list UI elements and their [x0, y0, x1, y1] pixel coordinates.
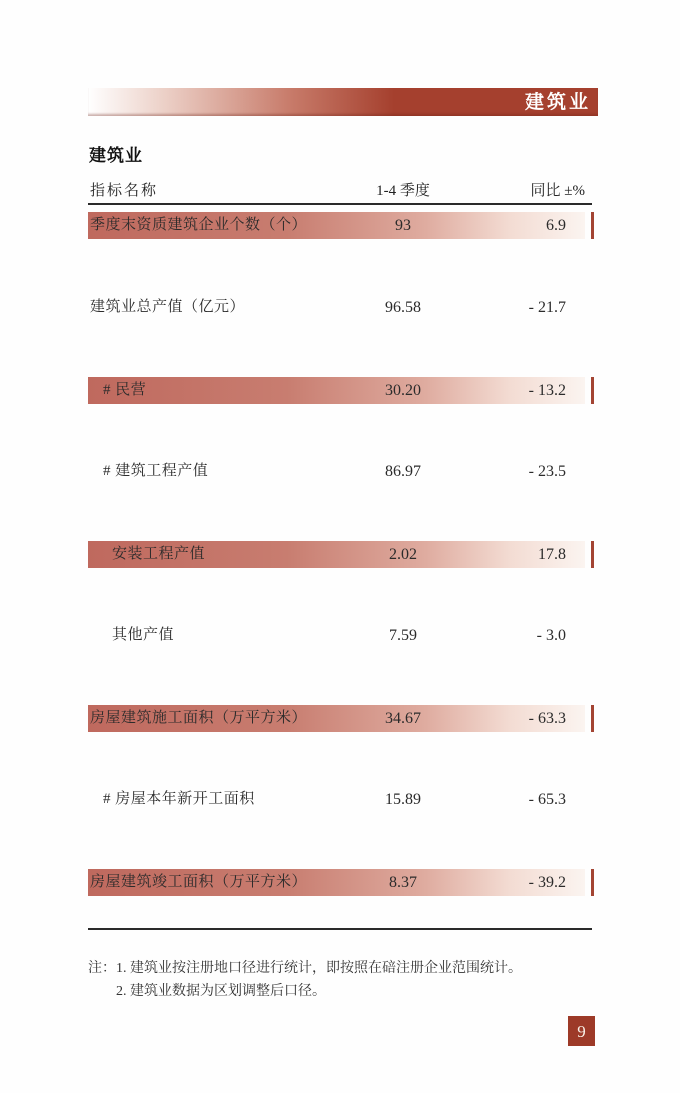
row-yoy-value: - 13.2 — [528, 382, 566, 399]
footnotes — [88, 957, 522, 1003]
row-highlight-tick — [591, 212, 594, 239]
table-bottom-rule — [88, 928, 592, 930]
row-period-value: 8.37 — [389, 874, 417, 891]
section-title: 建筑业 — [89, 146, 143, 165]
column-header-indicator: 指标名称 — [90, 183, 159, 199]
table-row — [88, 705, 585, 732]
row-indicator-label: 房屋建筑竣工面积（万平方米） — [90, 874, 308, 890]
row-period-value: 34.67 — [385, 710, 421, 727]
row-indicator-label: # 房屋本年新开工面积 — [103, 791, 255, 807]
section-banner — [88, 88, 598, 116]
table-row — [88, 786, 585, 813]
row-indicator-label: 房屋建筑施工面积（万平方米） — [90, 710, 308, 726]
table-row — [88, 869, 585, 896]
row-yoy-value: - 21.7 — [528, 299, 566, 316]
table-row — [88, 622, 585, 649]
row-yoy-value: - 39.2 — [528, 874, 566, 891]
page-number-badge — [568, 1016, 595, 1046]
footnote-line: 2. 建筑业数据为区划调整后口径。 — [116, 984, 326, 999]
row-yoy-value: 6.9 — [546, 217, 566, 234]
table-row — [88, 541, 585, 568]
row-indicator-label: 季度末资质建筑企业个数（个） — [90, 217, 308, 233]
row-period-value: 93 — [395, 217, 411, 234]
footnote-line: 1. 建筑业按注册地口径进行统计，即按照在碚注册企业范围统计。 — [116, 961, 522, 976]
table-row — [88, 212, 585, 239]
row-highlight-tick — [591, 377, 594, 404]
row-period-value: 7.59 — [389, 627, 417, 644]
table-row — [88, 294, 585, 321]
row-period-value: 2.02 — [389, 546, 417, 563]
column-header-period: 1-4 季度 — [376, 183, 430, 199]
row-yoy-value: - 63.3 — [528, 710, 566, 727]
row-yoy-value: - 3.0 — [536, 627, 566, 644]
row-period-value: 30.20 — [385, 382, 421, 399]
row-indicator-label: 建筑业总产值（亿元） — [90, 299, 246, 315]
row-indicator-label: 其他产值 — [112, 627, 175, 643]
table-row — [88, 458, 585, 485]
row-highlight-tick — [591, 705, 594, 732]
table-header-row — [88, 179, 592, 203]
column-header-yoy: 同比 ±% — [530, 183, 585, 199]
row-highlight-tick — [591, 541, 594, 568]
row-indicator-label: # 民营 — [103, 382, 147, 398]
row-period-value: 86.97 — [385, 463, 421, 480]
row-indicator-label: 安装工程产值 — [112, 546, 206, 562]
page-number: 9 — [577, 1022, 586, 1041]
row-period-value: 96.58 — [385, 299, 421, 316]
banner-title: 建筑业 — [524, 92, 591, 113]
row-highlight-tick — [591, 869, 594, 896]
footnote-list — [116, 957, 522, 1003]
footnote-prefix: 注： — [88, 961, 116, 976]
row-yoy-value: - 65.3 — [528, 791, 566, 808]
header-rule — [88, 203, 592, 205]
row-indicator-label: # 建筑工程产值 — [103, 463, 209, 479]
row-yoy-value: - 23.5 — [528, 463, 566, 480]
row-yoy-value: 17.8 — [538, 546, 566, 563]
row-period-value: 15.89 — [385, 791, 421, 808]
table-row — [88, 377, 585, 404]
